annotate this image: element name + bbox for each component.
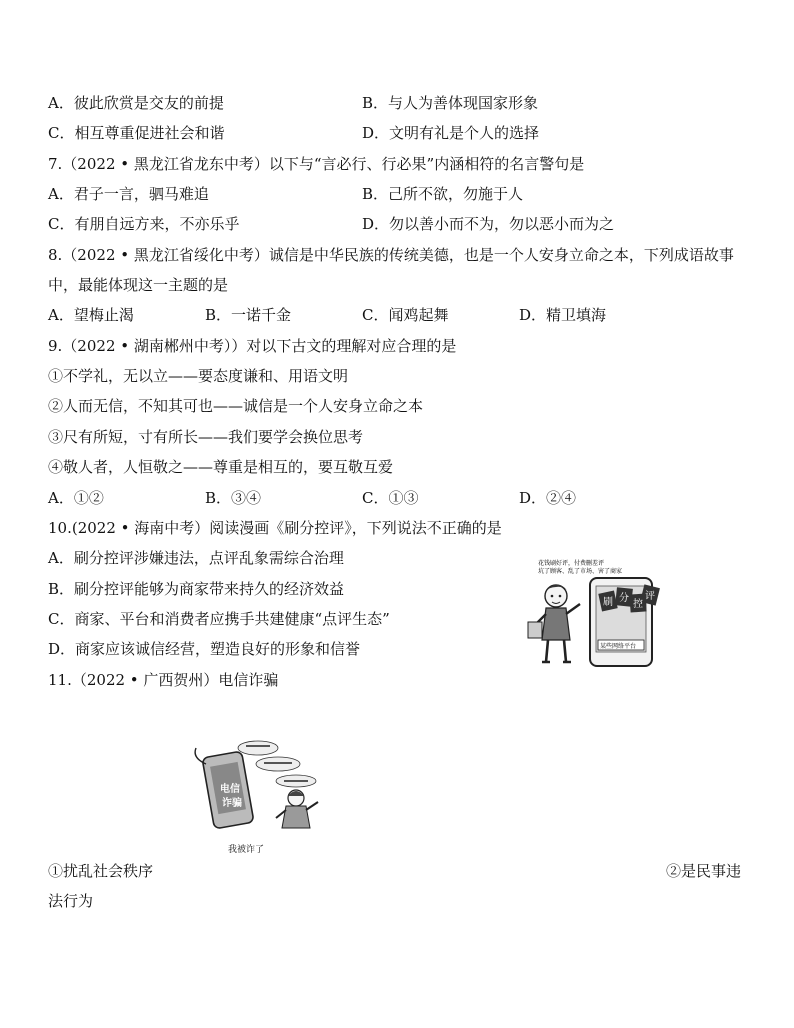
q7-option-c: C．有朋自远方来，不亦乐乎 bbox=[48, 215, 240, 233]
sign-char-2: 分 bbox=[619, 593, 629, 604]
cartoon1-speech-line1: 花钱刷好评，付费删差评 bbox=[538, 560, 605, 567]
q7-option-a: A．君子一言，驷马难追 bbox=[48, 185, 209, 203]
phone-platform-label: 某些网络平台 bbox=[600, 643, 637, 650]
q6-option-d: D．文明有礼是个人的选择 bbox=[362, 124, 540, 142]
q6-option-c: C．相互尊重促进社会和谐 bbox=[48, 124, 225, 142]
q11-statement-2-part2: 法行为 bbox=[48, 892, 94, 910]
q10-option-d: D．商家应该诚信经营，塑造良好的形象和信誉 bbox=[48, 640, 361, 658]
q7-stem: 7.（2022 • 黑龙江省龙东中考）以下与“言必行、行必果”内涵相符的名言警句是 bbox=[48, 155, 585, 173]
phone-label-line2: 诈骗 bbox=[222, 798, 242, 809]
cartoon-telecom-fraud bbox=[186, 736, 338, 834]
q9-stem: 9.（2022 • 湖南郴州中考））对以下古文的理解对应合理的是 bbox=[48, 337, 457, 355]
sign-char-3: 控 bbox=[633, 599, 643, 610]
q11-statement-1: ①扰乱社会秩序 bbox=[48, 862, 154, 880]
q9-item-2: ②人而无信，不知其可也——诚信是一个人安身立命之本 bbox=[48, 397, 424, 415]
sign-char-1: 刷 bbox=[603, 597, 613, 608]
q9-option-a: A．①② bbox=[48, 489, 104, 507]
phone-label-line1: 电信 bbox=[220, 784, 240, 795]
q10-stem: 10.(2022 • 海南中考）阅读漫画《刷分控评》，下列说法不正确的是 bbox=[48, 519, 502, 537]
q8-option-d: D．精卫填海 bbox=[519, 306, 607, 324]
q6-option-a: A．彼此欣赏是交友的前提 bbox=[48, 94, 224, 112]
q9-item-3: ③尺有所短，寸有所长——我们要学会换位思考 bbox=[48, 428, 364, 446]
fraud-bubbles bbox=[238, 741, 316, 787]
q7-option-d: D．勿以善小而不为，勿以恶小而为之 bbox=[362, 215, 615, 233]
q10-option-b: B．刷分控评能够为商家带来持久的经济效益 bbox=[48, 580, 345, 598]
shopper-figure bbox=[528, 584, 580, 662]
victim-figure bbox=[276, 790, 318, 828]
q11-stem: 11.（2022 • 广西贺州）电信诈骗 bbox=[48, 671, 279, 689]
cartoon1-speech-line2: 坑了顾客、乱了市场、害了商家 bbox=[538, 568, 623, 575]
cartoon2-caption: 我被诈了 bbox=[228, 845, 265, 855]
q10-option-c: C．商家、平台和消费者应携手共建健康“点评生态” bbox=[48, 610, 390, 628]
q9-item-4: ④敬人者，人恒敬之——尊重是相互的，要互敬互爱 bbox=[48, 458, 394, 476]
q9-option-d: D．②④ bbox=[519, 489, 577, 507]
q10-option-a: A．刷分控评涉嫌违法，点评乱象需综合治理 bbox=[48, 549, 344, 567]
q8-option-c: C．闻鸡起舞 bbox=[362, 306, 449, 324]
q9-item-1: ①不学礼，无以立——要态度谦和、用语文明 bbox=[48, 367, 349, 385]
q9-option-b: B．③④ bbox=[205, 489, 262, 507]
q11-statement-2-part1: ②是民事违 bbox=[666, 862, 742, 880]
q6-option-b: B．与人为善体现国家形象 bbox=[362, 94, 539, 112]
cartoon-rating-manipulation bbox=[518, 556, 686, 670]
q8-stem-line1: 8.（2022 • 黑龙江省绥化中考）诚信是中华民族的传统美德，也是一个人安身立命之本，下列成语故事 bbox=[48, 246, 734, 264]
sign-char-4: 评 bbox=[645, 591, 655, 602]
q8-stem-line2: 中，最能体现这一主题的是 bbox=[48, 276, 229, 294]
q8-option-b: B．一诺千金 bbox=[205, 306, 292, 324]
q8-option-a: A．望梅止渴 bbox=[48, 306, 134, 324]
q7-option-b: B．己所不欲，勿施于人 bbox=[362, 185, 524, 203]
q9-option-c: C．①③ bbox=[362, 489, 419, 507]
